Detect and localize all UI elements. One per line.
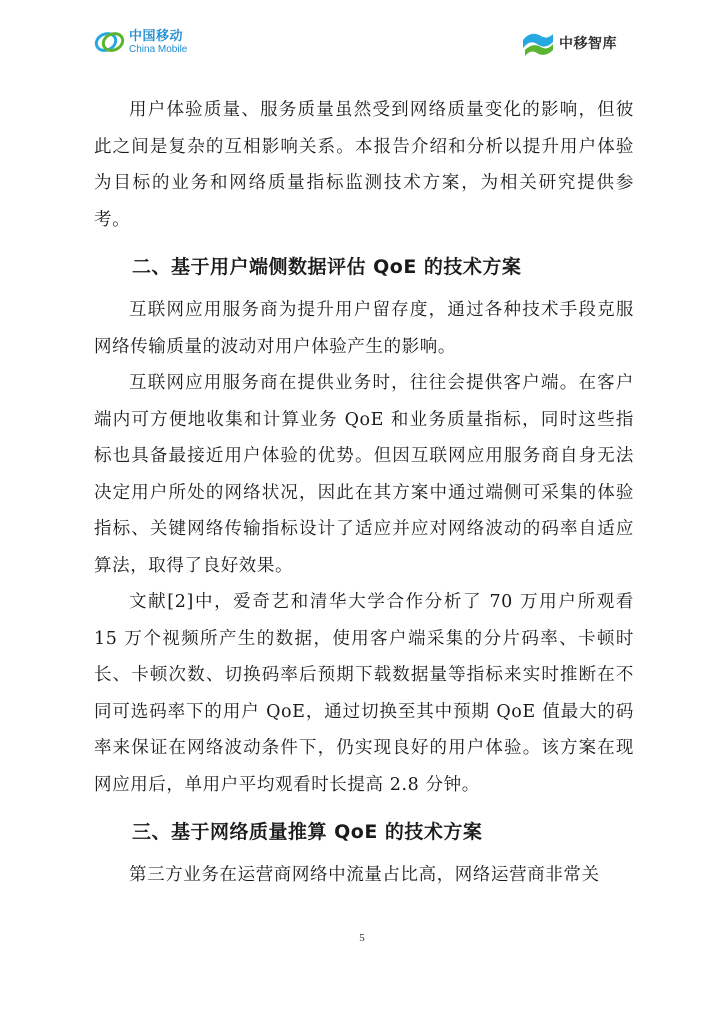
section-3-paragraph-1: 第三方业务在运营商网络中流量占比高，网络运营商非常关 xyxy=(129,865,600,885)
page-number: 5 xyxy=(359,932,365,944)
think-tank-name-cn: 中移智库 xyxy=(559,36,617,52)
section-2-paragraph-2: 互联网应用服务商在提供业务时，往往会提供客户端。在客户端内可方便地收集和计算业务 QoE 和业务质量指标，同时这些指标也具备最接近用户体验的优势。但因互联网应用服务商自身无法决定用户所处的网络状况，因此在其方案中通过端侧可采集的体验指标、关键网络传输指标设计了适应并应对网络波动的码率自适应算法，取得了良好效果。 xyxy=(94,373,634,576)
document-body xyxy=(94,90,634,894)
section-2-paragraph-3: 文献[2]中，爱奇艺和清华大学合作分析了 70 万用户所观看 15 万个视频所产生的数据，使用客户端采集的分片码率、卡顿时长、卡顿次数、切换码率后预期下载数据量等指标来实时推断在不同可选码率下的用户 QoE，通过切换至其中预期 QoE 值最大的码率来保证在网络波动条件下，仍实现良好的用户体验。该方案在现网应用后，单用户平均观看时长提高 2.8 分钟。 xyxy=(94,592,634,795)
section-2-paragraph-1: 互联网应用服务商为提升用户留存度，通过各种技术手段克服网络传输质量的波动对用户体验产生的影响。 xyxy=(94,300,634,357)
china-mobile-name-en: China Mobile xyxy=(129,43,188,55)
page-header xyxy=(0,0,724,66)
china-mobile-name-cn: 中国移动 xyxy=(129,28,184,44)
section-3-heading: 三、基于网络质量推算 QoE 的技术方案 xyxy=(132,821,483,843)
think-tank-logo xyxy=(521,28,617,58)
section-2-heading: 二、基于用户端侧数据评估 QoE 的技术方案 xyxy=(132,256,522,278)
china-mobile-swirl-icon xyxy=(94,27,126,57)
intro-paragraph: 用户体验质量、服务质量虽然受到网络质量变化的影响，但彼此之间是复杂的互相影响关系。本报告介绍和分析以提升用户体验为目标的业务和网络质量指标监测技术方案，为相关研究提供参考。 xyxy=(94,100,634,230)
think-tank-ribbon-icon xyxy=(521,28,555,58)
china-mobile-logo xyxy=(94,27,187,57)
